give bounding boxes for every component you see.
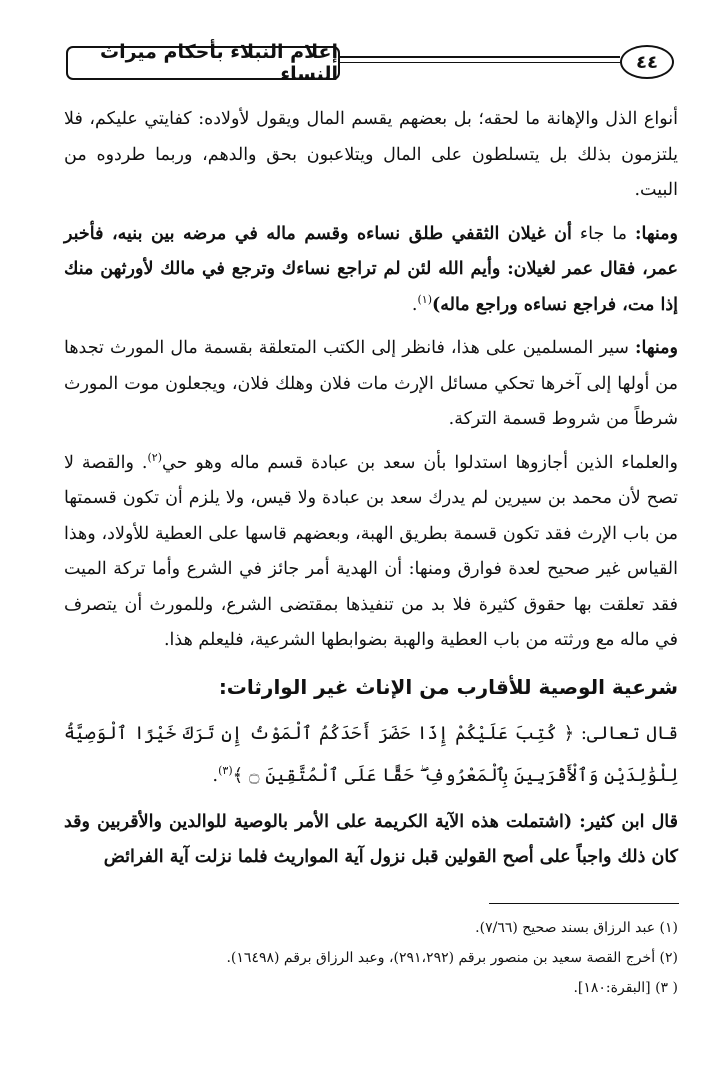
quotation-ibn-kathir: (اشتملت هذه الآية الكريمة على الأمر بالوصية للوالدين والأقربين وقد كان ذلك واجباً على أصح القولين قبل نزول آية المواريث فلما نزلت آية الفرائض — [64, 811, 678, 867]
footnotes — [64, 913, 678, 1003]
quran-verse-paragraph: قال تعالى: ﴿ كُتِبَ عَلَيْكُمْ إِذَا حَضَرَ أَحَدَكُمُ ٱلْمَوْتُ إِن تَرَكَ خَيْرًا ٱلْوَصِيَّةُ لِلْوَٰلِدَيْنِ وَٱلْأَقْرَبِينَ بِٱلْمَعْرُوفِ ۖ حَقًّا عَلَى ٱلْمُتَّقِينَ ۝ ﴾$^{(٣)}$. — [64, 722, 678, 786]
paragraph-3 — [64, 331, 678, 438]
footnote-3: ( ٣) [البقرة:١٨٠]. — [573, 980, 678, 996]
paragraph-4 — [64, 446, 678, 659]
paragraph-text: ما جاء — [571, 223, 636, 244]
paragraph-text: . والقصة لا تصح لأن محمد بن سيرين لم يدرك سعد بن عبادة ولا قيس، ولا يلزم أن تكون قسمتها من باب الإرث فقد تكون قسمة بطريق الهبة، وبعضهم قاسها على العطية للأولاد، وهذا القياس غير صحيح لعدة فوارق ومنها: أن الهدية أمر جائز في الشرع وأما تركة الميت فقد تعلقت بها حقوق كثيرة فلا بد من تنفيذها بمقتضى الشرع، وللمورث أن يتصرف في ماله مع ورثته من باب العطية والهبة بضوابطها الشرعية، فليعلم هذا. — [64, 452, 678, 650]
paragraph-text: سير المسلمين على هذا، فانظر إلى الكتب المتعلقة بقسمة مال المورث تجدها من أولها إلى آخرها تحكي مسائل الإرث مات فلان وهلك فلان، ويجعلون موت المورث شرطاً من شروط قسمة التركة. — [64, 338, 678, 429]
verse-intro: قال تعالى: — [574, 722, 678, 744]
paragraph-lead: ومنها: — [635, 223, 679, 244]
book-title: إعلام النبلاء بأحكام ميراث النساء — [66, 46, 340, 80]
quran-verse: ﴿ كُتِبَ عَلَيْكُمْ إِذَا حَضَرَ أَحَدَكُمُ ٱلْمَوْتُ إِن تَرَكَ خَيْرًا ٱلْوَصِيَّةُ لِلْوَٰلِدَيْنِ وَٱلْأَقْرَبِينَ بِٱلْمَعْرُوفِ ۖ حَقًّا عَلَى ٱلْمُتَّقِينَ ۝ ﴾ — [64, 722, 678, 786]
paragraph-6 — [64, 805, 678, 876]
paragraph-1: أنواع الذل والإهانة ما لحقه؛ بل بعضهم يقسم المال ويقول لأولاده: كفايتي عليكم، فلا يلتزمون بذلك بل يتسلطون على المال ويتلاعبون بحق والدهم، وربما طردوه من البيت. — [64, 109, 678, 200]
footnote-ref-2[interactable]: (٢) — [147, 450, 163, 464]
page-number: ٤٤ — [620, 45, 674, 79]
paragraph-2: ومنها: ما جاء أن غيلان الثقفي طلق نساءه وقسم ماله في مرضه بين بنيه، فأخبر عمر، فقال عمر لغيلان: وأيم الله لئن لم تراجع نساءك وترجع في مالك لأورثهن منك إذا مت، فراجع نساءه وراجع ماله)$^{(١)}$. — [64, 223, 679, 315]
footnote-2: (٢) أخرج القصة سعيد بن منصور برقم (٢٩١،٢٩٢)، وعبد الرزاق برقم (١٦٤٩٨). — [226, 950, 678, 966]
paragraph-lead: ومنها: — [635, 338, 678, 358]
footnote-ref-1[interactable]: (١) — [417, 292, 432, 306]
header-rule-thin — [338, 62, 620, 63]
header-rule — [338, 56, 620, 58]
page-body — [64, 102, 678, 884]
footnote-1: (١) عبد الرزاق بسند صحيح (٧/٦٦). — [475, 920, 678, 936]
paragraph-lead: قال ابن كثير: — [572, 811, 678, 832]
footnote-ref-3[interactable]: (٣) — [218, 763, 233, 777]
section-heading: شرعية الوصية للأقارب من الإناث غير الوارثات: — [218, 674, 678, 699]
paragraph-text: والعلماء الذين أجازوها استدلوا بأن سعد بن عبادة قسم ماله وهو حي — [162, 452, 678, 473]
footnote-separator — [489, 903, 679, 904]
quoted-narration: أن غيلان الثقفي طلق نساءه وقسم ماله في مرضه بين بنيه، فأخبر عمر، فقال عمر لغيلان: وأيم الله لئن لم تراجع نساءك وترجع في مالك لأورثهن منك إذا مت، فراجع نساءه وراجع ماله) — [64, 223, 678, 315]
page-header — [60, 43, 682, 85]
